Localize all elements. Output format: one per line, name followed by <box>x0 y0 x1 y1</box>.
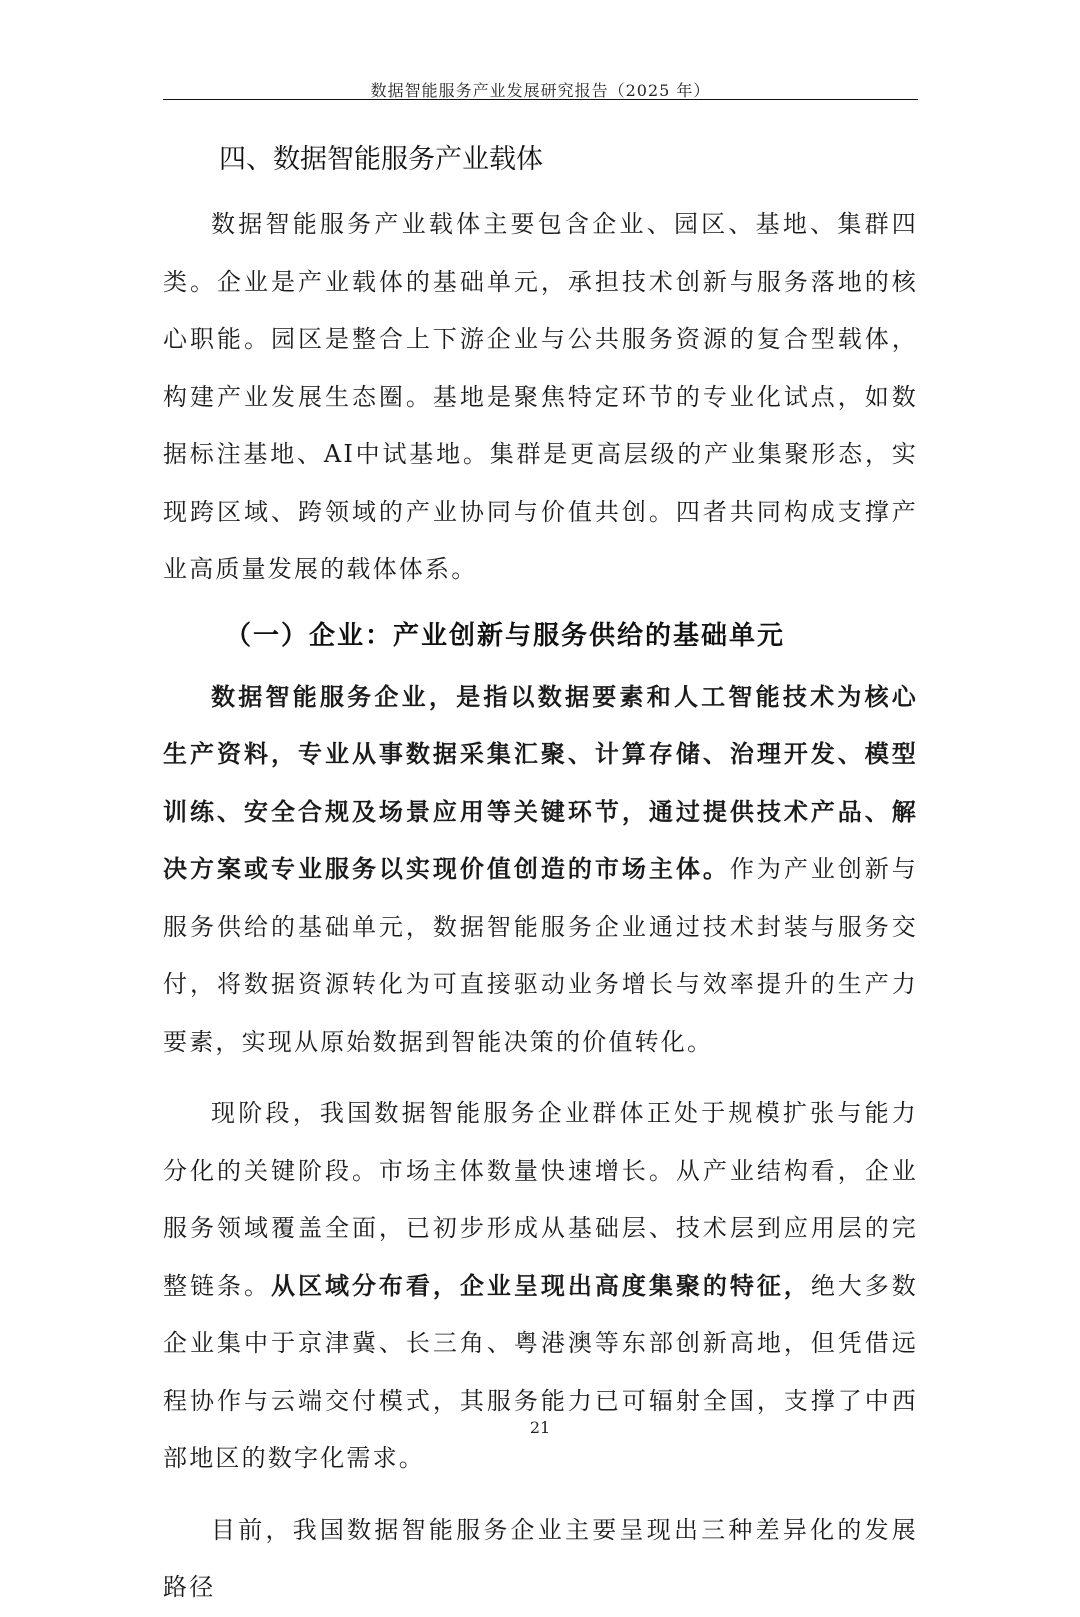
definition-rest-text: 作为产业创新与服务供给的基础单元，数据智能服务企业通过技术封装与服务交付，将数据资源转化为可直接驱动业务增长与效率提升的生产力要素，实现从原始数据到智能决策的价值转化。 <box>163 855 918 1056</box>
regional-bold-text: 从区域分布看，企业呈现出高度集聚的特征， <box>270 1271 811 1300</box>
definition-bold-text: 数据智能服务企业，是指以数据要素和人工智能技术为核心生产资料，专业从事数据采集汇聚、计算存储、治理开发、模型训练、安全合规及场景应用等关键环节，通过提供技术产品、解决方案或专业服务以实现价值创造的市场主体。 <box>163 682 918 883</box>
current-stage-text: 现阶段，我国数据智能服务企业群体正处于规模扩张与能力分化的关键阶段。市场主体数量快速增长。从产业结构看，企业服务领域覆盖全面，已初步形成从基础层、技术层到应用层的完整链条。 <box>163 1099 918 1300</box>
header-rule <box>163 99 918 100</box>
regional-rest-text: 绝大多数企业集中于京津冀、长三角、粤港澳等东部创新高地，但凭借远程协作与云端交付模式，其服务能力已可辐射全国，支撑了中西部地区的数字化需求。 <box>163 1271 918 1472</box>
development-paths-paragraph: 目前，我国数据智能服务企业主要呈现出三种差异化的发展路径 <box>163 1515 918 1601</box>
intro-paragraph: 数据智能服务产业载体主要包含企业、园区、基地、集群四类。企业是产业载体的基础单元，承担技术创新与服务落地的核心职能。园区是整合上下游企业与公共服务资源的复合型载体，构建产业发展生态圈。基地是聚焦特定环节的专业化试点，如数据标注基地、AI中试基地。集群是更高层级的产业集聚形态，实现跨区域、跨领域的产业协同与价值共创。四者共同构成支撑产业高质量发展的载体体系。 <box>163 210 918 583</box>
running-header: 数据智能服务产业发展研究报告（2025 年） <box>370 81 711 100</box>
page-body <box>163 138 918 1617</box>
enterprise-definition-paragraph <box>163 669 918 1072</box>
page-number: 21 <box>529 1418 551 1437</box>
section-heading: 四、数据智能服务产业载体 <box>219 144 543 175</box>
subsection-heading: （一）企业：产业创新与服务供给的基础单元 <box>225 620 786 651</box>
